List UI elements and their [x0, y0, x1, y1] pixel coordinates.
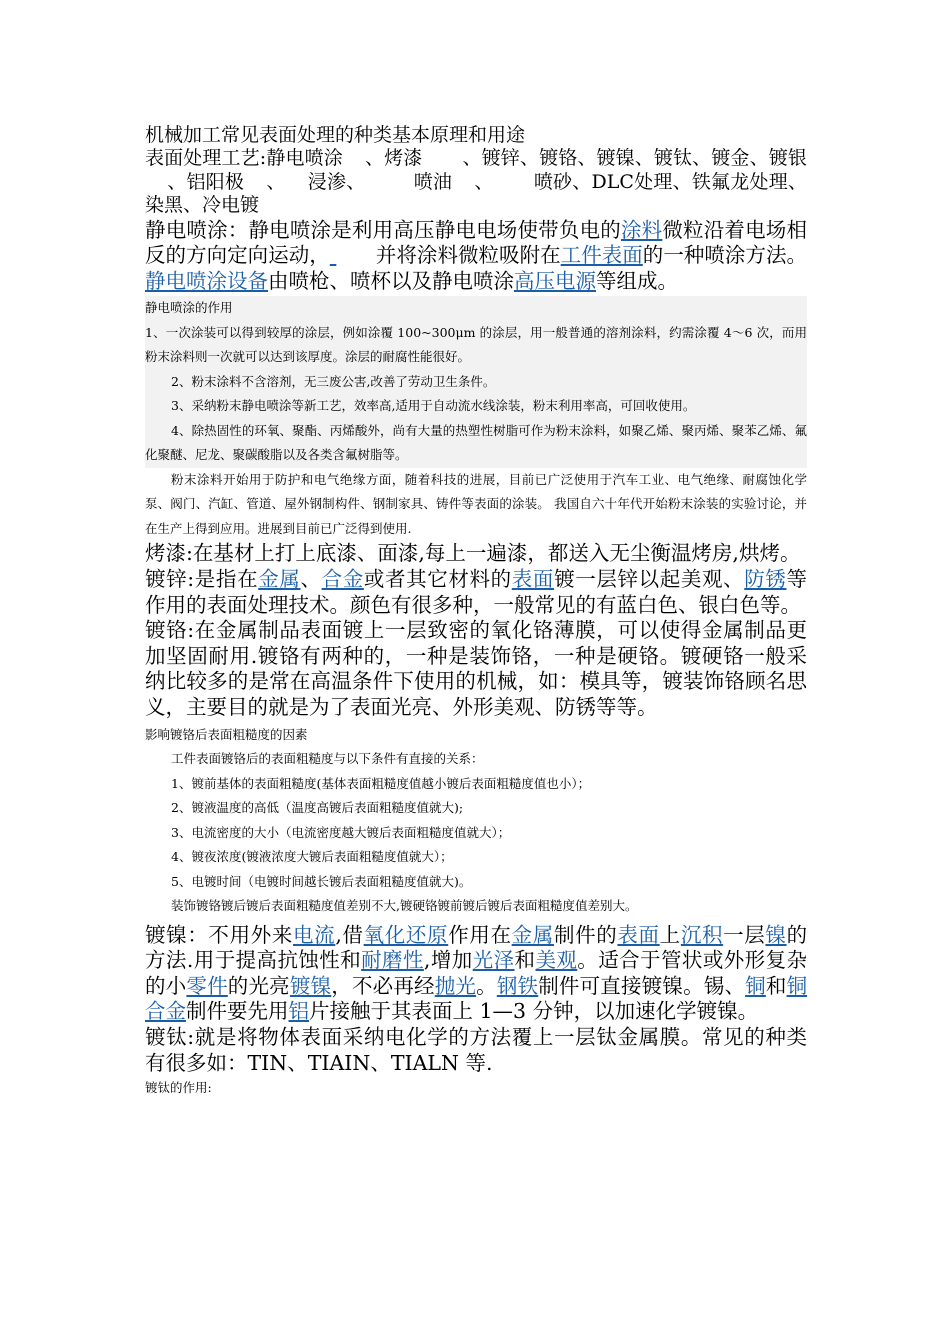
process-item: 喷油	[413, 170, 453, 193]
process-item: 镀锌	[481, 147, 520, 170]
process-list-label: 表面处理工艺:	[145, 147, 267, 170]
nickel-text: 一层	[723, 922, 766, 947]
zinc-text: 镀一层锌以起美观、	[554, 567, 745, 591]
nickel-text: 制件要先用	[186, 999, 289, 1024]
spray-text: 等组成。	[596, 268, 678, 293]
nickel-link[interactable]: 美观	[535, 948, 578, 973]
process-item: 浸渗	[307, 170, 347, 193]
nickel-link[interactable]: 沉积	[680, 922, 724, 947]
list-item: 2、镀液温度的高低（温度高镀后表面粗糙度值就大);	[171, 800, 464, 816]
link-antirust[interactable]: 防锈	[744, 567, 787, 591]
nickel-link[interactable]: 铜	[745, 973, 766, 998]
nickel-link[interactable]: 钢铁	[496, 973, 539, 998]
spray-text: 的一种喷涂方法。	[642, 243, 808, 268]
section-heading: 镀钛的作用:	[145, 1080, 212, 1096]
link-coating[interactable]: 涂料	[620, 217, 663, 242]
nickel-text: 制件可直接镀镍。锡、	[538, 973, 746, 998]
section-heading: 静电喷涂的作用	[145, 300, 233, 316]
nickel-link[interactable]: 镍	[765, 922, 787, 947]
bake-paragraph: 烤漆:在基材上打上底漆、面漆,每上一遍漆，都送入无尘衡温烤房,烘烤。	[145, 541, 801, 566]
doc-title: 机械加工常见表面处理的种类基本原理和用途	[145, 124, 526, 146]
list-item: 3、电流密度的大小（电流密度越大镀后表面粗糙度值就大）；	[171, 824, 511, 840]
zinc-text: 镀锌:是指在	[145, 567, 259, 591]
list-item: 5、电镀时间（电镀时间越长镀后表面粗糙度值就大)。	[171, 873, 472, 889]
list-item: 1、一次涂装可以得到较厚的涂层，例如涂覆 100~300μm 的涂层，用一般普通的溶剂涂料，约需涂覆 4～6 次，而用粉末涂料则一次就可以达到该厚度。涂层的耐腐性能很好。	[145, 324, 807, 365]
nickel-text: ,增加	[423, 948, 473, 973]
nickel-text: 片接触于其表面上 1—3 分钟，以加速化学镀镍。	[309, 999, 759, 1024]
nickel-link[interactable]: 抛光	[434, 973, 477, 998]
process-item: 烤漆	[384, 147, 423, 170]
process-item: 镀钛	[653, 147, 693, 170]
link-workpiece-surface[interactable]: 工件表面	[560, 243, 643, 268]
nickel-link[interactable]: 零件	[186, 973, 228, 998]
nickel-text: ，不必再经	[331, 973, 435, 998]
process-item: 镀银	[768, 147, 807, 170]
powder-paragraph: 粉末涂料开始用于防护和电气绝缘方面，随着科技的进展，目前已广泛使用于汽车工业、电气绝缘、耐腐蚀化学泵、阀门、汽缸、管道、屋外钢制构件、钢制家具、铸件等表面的涂装。 我国自六十年代开始粉末涂装的实验讨论，并在生产上得到应用。进展到目前已广泛得到使用.	[145, 471, 807, 536]
list-item: 1、镀前基体的表面粗糙度(基体表面粗糙度值越小镀后表面粗糙度值也小）；	[171, 775, 591, 791]
process-item: 喷砂	[533, 170, 573, 193]
nickel-text: 上	[659, 922, 681, 947]
nickel-text: 的方法.用于提高抗蚀性和	[145, 922, 808, 973]
nickel-text: 和	[514, 948, 536, 973]
nickel-link[interactable]: 铝	[288, 999, 309, 1024]
process-item: 铁氟龙处理	[691, 170, 788, 193]
process-item: 镀金	[711, 147, 750, 170]
spray-uses-block	[145, 296, 807, 468]
document-page	[145, 124, 807, 1101]
zinc-text: 或者其它材料的	[363, 567, 512, 591]
list-item: 2、粉末涂料不含溶剂，无三废公害,改善了劳动卫生条件。	[171, 373, 496, 389]
spray-text: 静电喷涂：静电喷涂是利用高压静电电场使带负电的	[145, 217, 621, 242]
blank-link[interactable]	[330, 243, 376, 269]
nickel-link[interactable]: 耐磨性	[361, 948, 424, 973]
section-heading: 影响镀铬后表面粗糙度的因素	[145, 726, 308, 742]
process-item: 冷电镀	[202, 194, 260, 217]
process-list: 表面处理工艺:静电喷涂 、烤漆 、镀锌、镀铬、镀镍、镀钛、镀金、镀银、铝阳极 、 浸渗、 喷油 、 喷砂、DLC处理、铁氟龙处理、染黑、冷电镀	[145, 147, 807, 217]
factors-note: 装饰镀铬镀后镀后表面粗糙度值差别不大,镀硬铬镀前镀后镀后表面粗糙度值差别大。	[171, 898, 638, 914]
process-item: 镀镍	[596, 147, 635, 170]
nickel-link[interactable]: 表面	[617, 922, 660, 947]
zinc-text: 、	[300, 567, 322, 591]
nickel-text: 。适合于管状或外形复杂的小	[145, 948, 807, 998]
nickel-link[interactable]: 氧化还原	[363, 922, 449, 947]
spray-text: 微粒沿着电场相反的方向定向运动，	[145, 217, 808, 268]
process-item: 静电喷涂	[266, 147, 343, 170]
spray-paragraph	[145, 218, 807, 295]
list-item: 3、采纳粉末静电喷涂等新工艺，效率高,适用于自动流水线涂装，粉末利用率高，可回收使用。	[171, 398, 696, 414]
nickel-text: 的光亮	[227, 973, 290, 998]
nickel-link[interactable]: 电流	[293, 922, 336, 947]
nickel-text: 制件的	[553, 922, 618, 947]
nickel-paragraph	[145, 923, 807, 1025]
nickel-text: 作用在	[448, 922, 512, 947]
nickel-link[interactable]: 铜合金	[145, 973, 808, 1024]
link-surface[interactable]: 表面	[511, 567, 555, 591]
link-alloy[interactable]: 合金	[321, 567, 364, 591]
spray-text: 并将涂料微粒吸附在	[375, 243, 561, 268]
process-item: DLC处理	[591, 170, 673, 193]
nickel-link[interactable]: 金属	[511, 922, 554, 947]
nickel-link[interactable]: 光泽	[472, 948, 515, 973]
link-spray-equipment[interactable]: 静电喷涂设备	[145, 268, 268, 293]
list-item: 4、镀夜浓度(镀液浓度大镀后表面粗糙度值就大）；	[171, 849, 453, 865]
process-item: 镀铬	[539, 147, 578, 170]
link-hv-power[interactable]: 高压电源	[514, 268, 596, 293]
nickel-text: 镀镍：不用外来	[145, 922, 294, 947]
factors-intro: 工件表面镀铬后的表面粗糙度与以下条件有直接的关系：	[171, 751, 484, 767]
zinc-text: 等作用的表面处理技术。颜色有很多种，一般常见的有蓝白色、银白色等。	[145, 567, 808, 617]
list-item: 4、除热固性的环氧、聚酯、丙烯酸外，尚有大量的热塑性树脂可作为粉末涂料，如聚乙烯、聚丙烯、聚苯乙烯、氟化聚醚、尼龙、聚碳酸脂以及各类含氟树脂等。	[145, 422, 807, 463]
nickel-text: ,借	[335, 922, 364, 947]
link-metal[interactable]: 金属	[258, 567, 301, 591]
nickel-text: 。	[476, 973, 497, 998]
nickel-text: 和	[765, 973, 787, 998]
process-item: 铝阳极	[186, 170, 245, 193]
titanium-paragraph: 镀钛:就是将物体表面采纳电化学的方法覆上一层钛金属膜。常见的种类有很多如：TIN、TIAIN、TIALN 等.	[145, 1024, 807, 1075]
zinc-paragraph	[145, 567, 807, 618]
chrome-paragraph: 镀铬:在金属制品表面镀上一层致密的氧化铬薄膜，可以使得金属制品更加坚固耐用.镀铬有两种的，一种是装饰铬，一种是硬铬。镀硬铬一般采纳比较多的是常在高温条件下使用的机械，如：模具等，镀装饰铬顾名思义，主要目的就是为了表面光亮、外形美观、防锈等等。	[145, 618, 807, 719]
nickel-link[interactable]: 镀镍	[289, 973, 332, 998]
spray-text: 由喷枪、喷杯以及静电喷涂	[268, 268, 514, 293]
process-item: 染黑	[145, 194, 184, 217]
